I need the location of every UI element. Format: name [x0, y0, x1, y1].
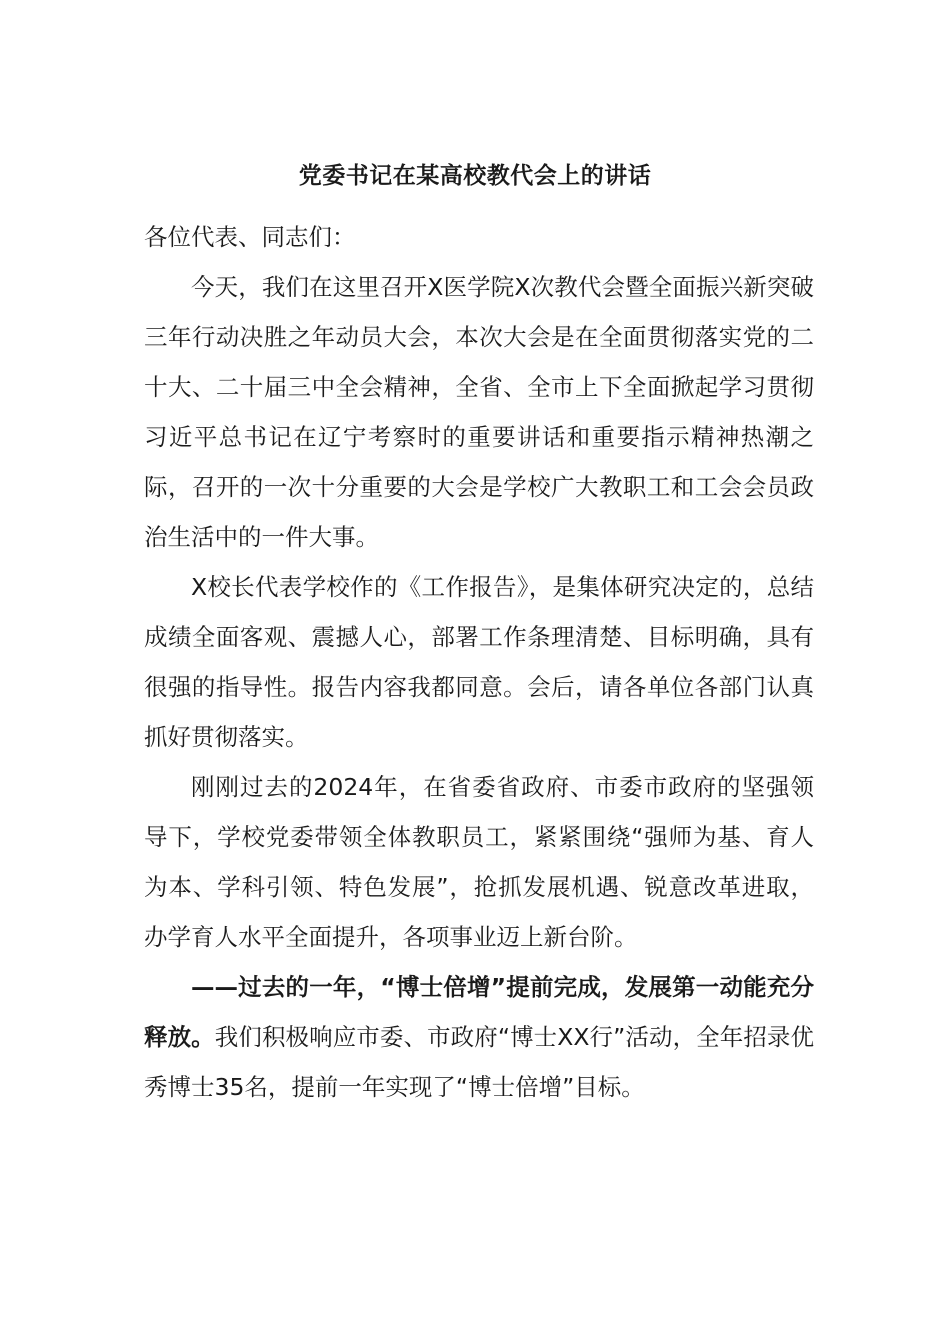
paragraph-2: X校长代表学校作的《工作报告》，是集体研究决定的，总结成绩全面客观、震撼人心，部署工作条理清楚、目标明确，具有很强的指导性。报告内容我都同意。会后，请各单位各部门认真抓好贯彻落实。 — [144, 573, 814, 751]
document-title: 党委书记在某高校教代会上的讲话 — [298, 163, 652, 189]
paragraph-4-text: 我们积极响应市委、市政府“博士XX行”活动，全年招录优秀博士35名，提前一年实现了“博士倍增”目标。 — [144, 1023, 815, 1101]
paragraph-4-lead: ——过去的一年，“博士倍增”提前完成，发展第一动能充分释放。 — [144, 973, 814, 1051]
document-body — [144, 212, 814, 1112]
paragraph-1: 今天，我们在这里召开X医学院X次教代会暨全面振兴新突破三年行动决胜之年动员大会，本次大会是在全面贯彻落实党的二十大、二十届三中全会精神，全省、全市上下全面掀起学习贯彻习近平总书记在辽宁考察时的重要讲话和重要指示精神热潮之际，召开的一次十分重要的大会是学校广大教职工和工会会员政治生活中的一件大事。 — [144, 273, 814, 551]
paragraph-4 — [144, 962, 814, 1112]
paragraph-3: 刚刚过去的2024年，在省委省政府、市委市政府的坚强领导下，学校党委带领全体教职员工，紧紧围绕“强师为基、育人为本、学科引领、特色发展”，抢抓发展机遇、锐意改革进取，办学育人水平全面提升，各项事业迈上新台阶。 — [144, 773, 814, 951]
salutation: 各位代表、同志们： — [144, 223, 356, 251]
